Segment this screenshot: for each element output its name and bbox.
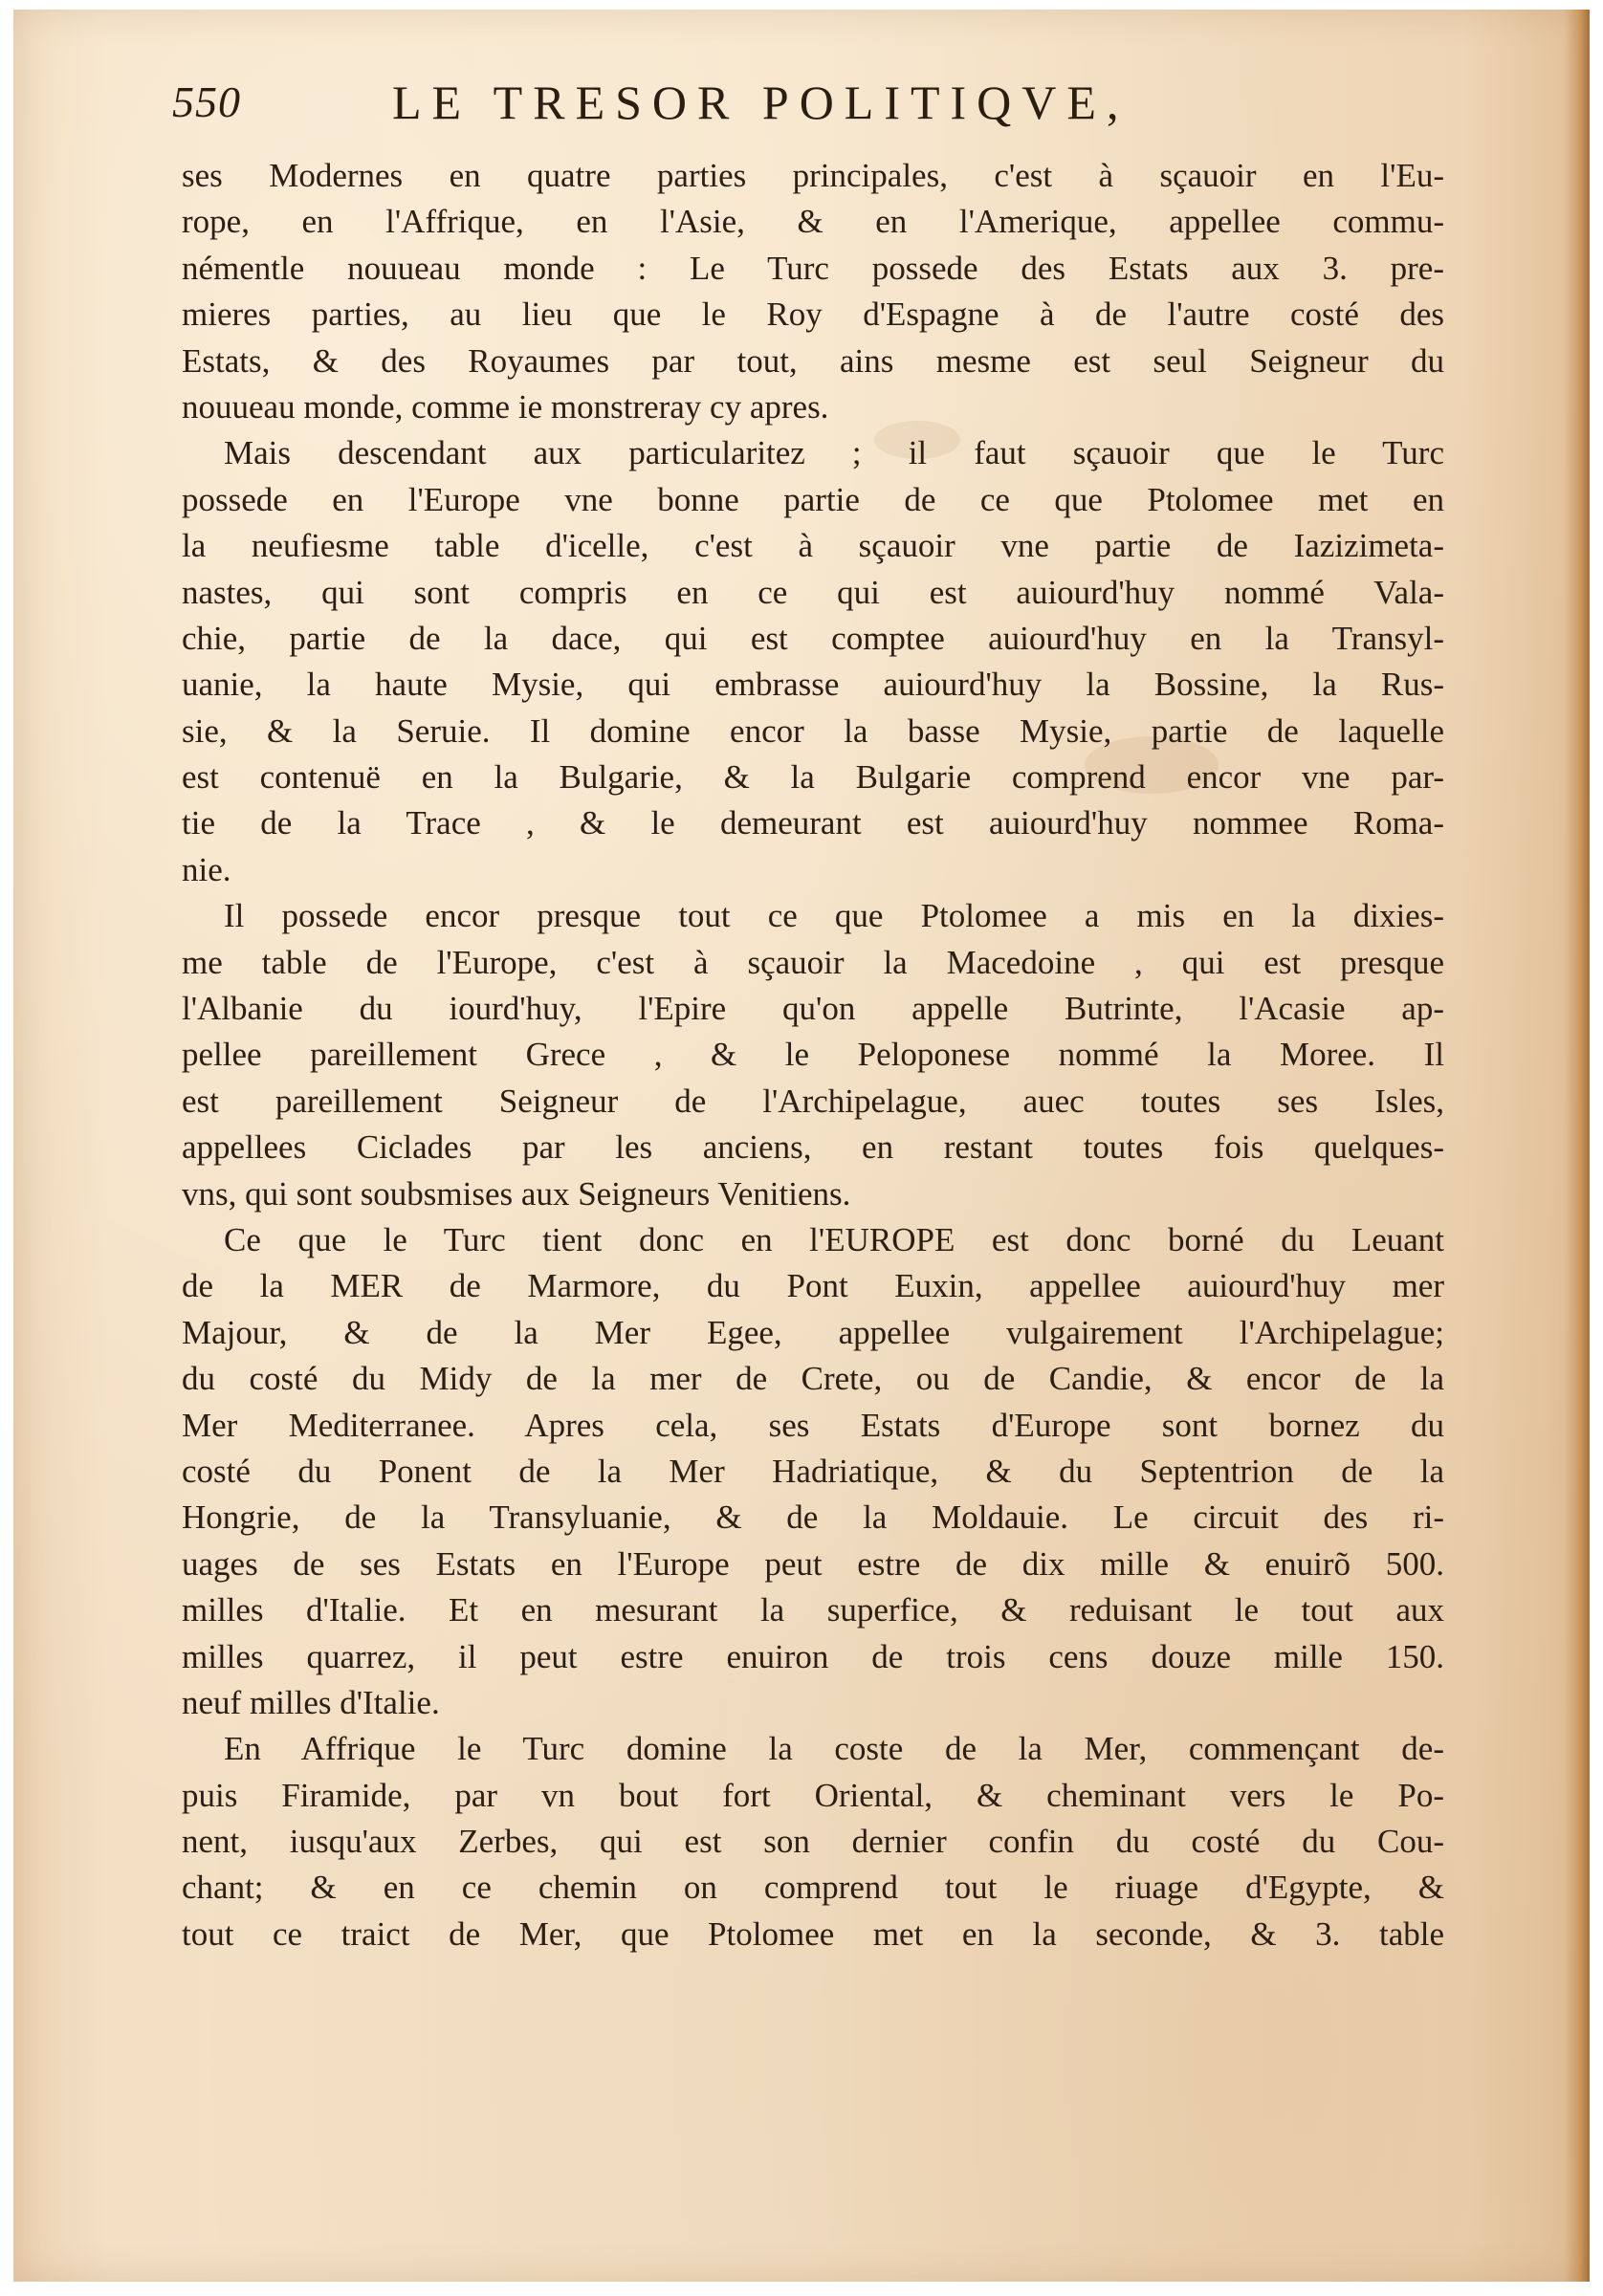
paragraph	[182, 430, 1444, 893]
running-title: LE TRESOR POLITIQVE,	[392, 76, 1130, 129]
text-line: Hongrie, de la Transyluanie, & de la Moldauie. Le circuit des ri-	[182, 1498, 1444, 1537]
paragraph	[182, 1217, 1444, 1726]
text-line: chant; & en ce chemin on comprend tout le riuage d'Egypte, &	[182, 1869, 1444, 1907]
text-line: Il possede encor presque tout ce que Ptolomee a mis en la dixies-	[224, 897, 1444, 935]
text-line: appellees Ciclades par les anciens, en restant toutes fois quelques-	[182, 1128, 1444, 1167]
text-line: neuf milles d'Italie.	[182, 1683, 440, 1721]
text-line: du costé du Midy de la mer de Crete, ou de Candie, & encor de la	[182, 1360, 1444, 1398]
text-line: rope, en l'Affrique, en l'Asie, & en l'Amerique, appellee commu-	[182, 203, 1444, 241]
text-line: vns, qui sont soubsmises aux Seigneurs Venitiens.	[182, 1174, 851, 1213]
text-line: Mais descendant aux particularitez ; il faut sçauoir que le Turc	[224, 434, 1444, 472]
text-line: puis Firamide, par vn bout fort Oriental, & cheminant vers le Po-	[182, 1776, 1444, 1814]
text-line: milles quarrez, il peut estre enuiron de trois cens douze mille 150.	[182, 1637, 1444, 1675]
text-line: Majour, & de la Mer Egee, appellee vulgairement l'Archipelague;	[182, 1313, 1444, 1351]
text-line: mieres parties, au lieu que le Roy d'Espagne à de l'autre costé des	[182, 295, 1444, 334]
page-edge-shadow	[1565, 10, 1590, 2282]
text-line: Estats, & des Royaumes par tout, ains mesme est seul Seigneur du	[182, 341, 1444, 380]
text-line: la neufiesme table d'icelle, c'est à sçauoir vne partie de Iazizimeta-	[182, 527, 1444, 565]
body-text	[182, 153, 1444, 1957]
text-line: tie de la Trace , & le demeurant est auiourd'huy nommee Roma-	[182, 804, 1444, 842]
text-line: me table de l'Europe, c'est à sçauoir la Macedoine , qui est presque	[182, 943, 1444, 981]
text-line: nastes, qui sont compris en ce qui est auiourd'huy nommé Vala-	[182, 573, 1444, 611]
text-line: milles d'Italie. Et en mesurant la superfice, & reduisant le tout aux	[182, 1591, 1444, 1629]
text-line: nouueau monde, comme ie monstreray cy apres.	[182, 387, 829, 426]
text-line: sie, & la Seruie. Il domine encor la basse Mysie, partie de laquelle	[182, 711, 1444, 750]
text-line: tout ce traict de Mer, que Ptolomee met en la seconde, & 3. table	[182, 1914, 1444, 1953]
text-line: pellee pareillement Grece , & le Peloponese nommé la Moree. Il	[182, 1036, 1444, 1074]
paragraph	[182, 1726, 1444, 1957]
page-number: 550	[172, 77, 241, 126]
text-line: nent, iusqu'aux Zerbes, qui est son dernier confin du costé du Cou-	[182, 1823, 1444, 1861]
text-line: Mer Mediterranee. Apres cela, ses Estats d'Europe sont bornez du	[182, 1406, 1444, 1444]
text-line: costé du Ponent de la Mer Hadriatique, & du Septentrion de la	[182, 1452, 1444, 1490]
text-line: uages de ses Estats en l'Europe peut estre de dix mille & enuirõ 500.	[182, 1544, 1444, 1583]
text-line: nie.	[182, 850, 231, 888]
text-line: chie, partie de la dace, qui est comptee auiourd'huy en la Transyl-	[182, 619, 1444, 657]
text-line: En Affrique le Turc domine la coste de la Mer, commençant de-	[224, 1730, 1444, 1768]
text-line: ses Modernes en quatre parties principales, c'est à sçauoir en l'Eu-	[182, 157, 1444, 194]
text-line: de la MER de Marmore, du Pont Euxin, appellee auiourd'huy mer	[182, 1267, 1444, 1305]
page-header	[172, 75, 1358, 142]
text-line: l'Albanie du iourd'huy, l'Epire qu'on appelle Butrinte, l'Acasie ap-	[182, 990, 1444, 1028]
paragraph	[182, 893, 1444, 1217]
text-line: est contenuë en la Bulgarie, & la Bulgarie comprend encor vne par-	[182, 758, 1444, 797]
text-line: Ce que le Turc tient donc en l'EUROPE est donc borné du Leuant	[224, 1220, 1444, 1258]
paragraph	[182, 153, 1444, 430]
text-line: possede en l'Europe vne bonne partie de ce que Ptolomee met en	[182, 480, 1444, 518]
text-line: est pareillement Seigneur de l'Archipelague, auec toutes ses Isles,	[182, 1082, 1444, 1120]
text-line: uanie, la haute Mysie, qui embrasse auiourd'huy la Bossine, la Rus-	[182, 666, 1444, 704]
text-line: némentle nouueau monde : Le Turc possede des Estats aux 3. pre-	[182, 249, 1444, 287]
